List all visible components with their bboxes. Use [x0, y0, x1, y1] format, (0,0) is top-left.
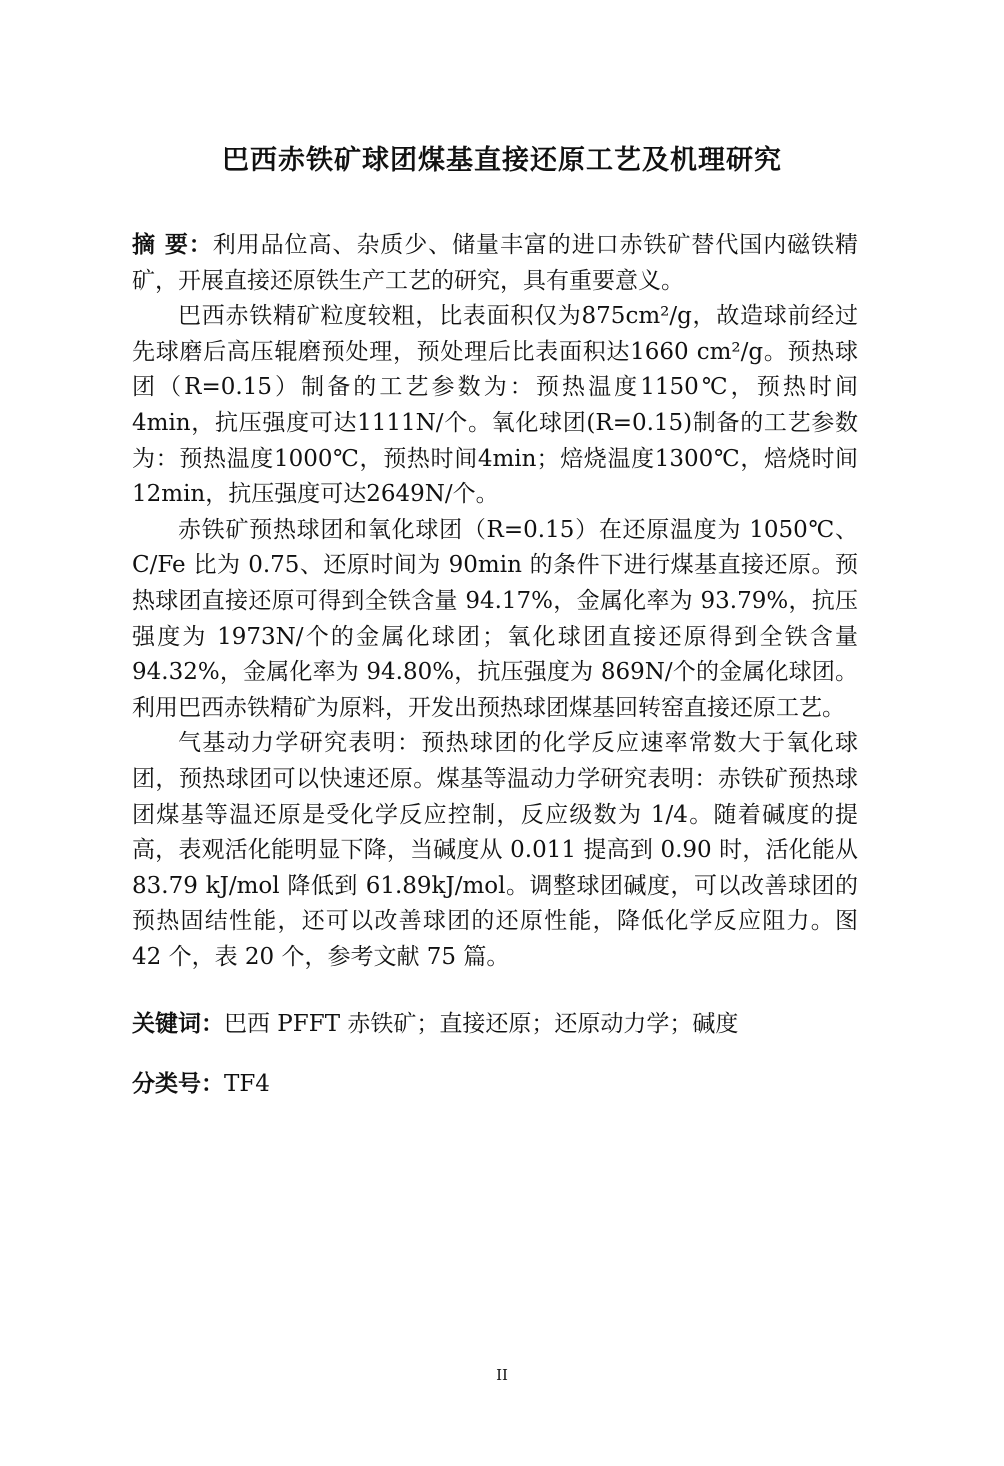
keywords-text: 巴西 PFFT 赤铁矿；直接还原；还原动力学；碱度 [224, 1011, 739, 1037]
abstract-paragraph-1 [132, 228, 858, 299]
classification-text: TF4 [224, 1071, 270, 1097]
abstract-paragraph-3: 赤铁矿预热球团和氧化球团（R=0.15）在还原温度为 1050℃、C/Fe 比为 0.75、还原时间为 90min 的条件下进行煤基直接还原。预热球团直接还原可得到全铁含量 94.17%，金属化率为 93.79%，抗压强度为 1973N/个的金属化球团；氧化球团直接还原得到全铁含量 94.32%，金属化率为 94.80%，抗压强度为 869N/个的金属化球团。利用巴西赤铁精矿为原料，开发出预热球团煤基回转窑直接还原工艺。 [132, 516, 858, 721]
abstract [132, 228, 858, 975]
page-title: 巴西赤铁矿球团煤基直接还原工艺及机理研究 [222, 145, 782, 176]
abstract-paragraph-2: 巴西赤铁精矿粒度较粗，比表面积仅为875cm²/g，故造球前经过先球磨后高压辊磨预处理，预处理后比表面积达1660 cm²/g。预热球团（R=0.15）制备的工艺参数为：预热温度1150℃，预热时间4min，抗压强度可达1111N/个。氧化球团(R=0.15)制备的工艺参数为：预热温度1000℃，预热时间4min；焙烧温度1300℃，焙烧时间12min，抗压强度可达2649N/个。 [132, 303, 858, 508]
page-number: II [496, 1366, 508, 1384]
abstract-text-1: 利用品位高、杂质少、储量丰富的进口赤铁矿替代国内磁铁精矿，开展直接还原铁生产工艺的研究，具有重要意义。 [132, 232, 859, 294]
abstract-label: 摘 要： [132, 232, 213, 258]
keywords [132, 1006, 738, 1042]
classification-number [132, 1066, 270, 1102]
classification-label: 分类号： [132, 1071, 224, 1097]
keywords-label: 关键词： [132, 1011, 224, 1037]
abstract-paragraph-4: 气基动力学研究表明：预热球团的化学反应速率常数大于氧化球团，预热球团可以快速还原。煤基等温动力学研究表明：赤铁矿预热球团煤基等温还原是受化学反应控制，反应级数为 1/4。随着碱度的提高，表观活化能明显下降，当碱度从 0.011 提高到 0.90 时，活化能从 83.79 kJ/mol 降低到 61.89kJ/mol。调整球团碱度，可以改善球团的预热固结性能，还可以改善球团的还原性能，降低化学反应阻力。图 42 个，表 20 个，参考文献 75 篇。 [132, 730, 858, 970]
